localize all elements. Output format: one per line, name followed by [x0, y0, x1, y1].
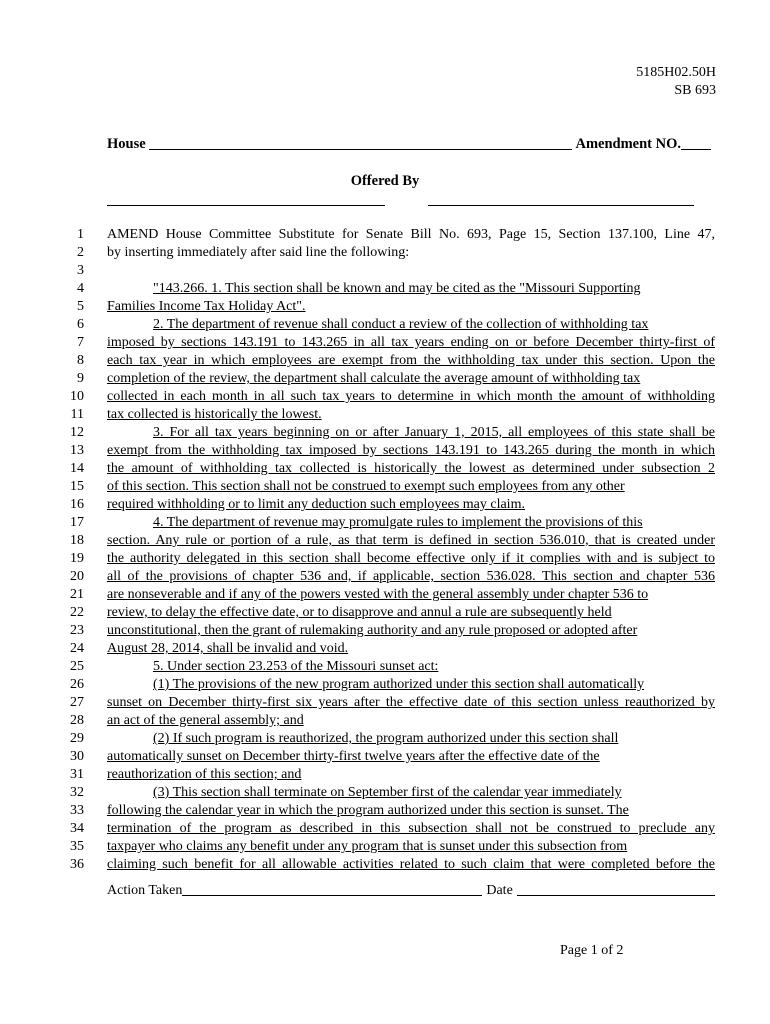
line-text: [107, 460, 715, 478]
document-line: [0, 226, 770, 244]
document-line: [0, 496, 770, 514]
document-line: [0, 586, 770, 604]
document-line: [0, 406, 770, 424]
line-text: [107, 226, 715, 244]
line-number: 14: [70, 461, 84, 476]
action-taken-blank: [182, 894, 482, 896]
line-number: 28: [70, 713, 84, 728]
date-blank: [517, 894, 715, 896]
offered-by-label: Offered By: [350, 173, 420, 189]
amendment-body: [0, 226, 770, 874]
house-amendment-row: [107, 136, 711, 153]
line-text: [107, 802, 715, 820]
line-text-content: required withholding or to limit any deduction such employees may claim.: [107, 497, 525, 512]
document-line: [0, 280, 770, 298]
line-text-content: the authority delegated in this section shall become effective only if it complies with and is subject to: [107, 551, 715, 566]
line-text: [107, 496, 715, 514]
page-number: Page 1 of 2: [560, 943, 624, 958]
line-number: 24: [70, 641, 84, 656]
line-text: [107, 334, 715, 352]
line-number: 10: [70, 389, 84, 404]
line-text-content: following the calendar year in which the program authorized under this section is sunset. The: [107, 803, 629, 818]
line-text-content: tax collected is historically the lowest.: [107, 407, 322, 422]
document-line: [0, 568, 770, 586]
document-line: [0, 298, 770, 316]
document-line: [0, 424, 770, 442]
document-line: [0, 370, 770, 388]
document-line: [0, 712, 770, 730]
line-number: 1: [77, 227, 84, 242]
line-text: [107, 586, 715, 604]
document-line: [0, 622, 770, 640]
line-text-content: sunset on December thirty-first six years after the effective date of this section unless reauthorized by: [107, 695, 715, 710]
line-number: 34: [70, 821, 84, 836]
line-number: 6: [77, 317, 84, 332]
line-text: [107, 730, 715, 748]
document-line: [0, 820, 770, 838]
document-line: [0, 514, 770, 532]
line-number: 13: [70, 443, 84, 458]
line-number: 31: [70, 767, 84, 782]
line-text-content: (3) This section shall terminate on September first of the calendar year immediately: [153, 785, 622, 800]
line-text-content: Families Income Tax Holiday Act".: [107, 299, 306, 314]
line-number: 21: [70, 587, 84, 602]
line-text-content: termination of the program as described in this subsection shall not be construed to preclude any: [107, 821, 715, 836]
line-text-content: 3. For all tax years beginning on or after January 1, 2015, all employees of this state shall be: [153, 425, 715, 440]
line-number: 18: [70, 533, 84, 548]
line-number: 25: [70, 659, 84, 674]
line-text: [107, 838, 715, 856]
line-text: [107, 532, 715, 550]
line-number: 15: [70, 479, 84, 494]
line-text-content: unconstitutional, then the grant of rulemaking authority and any rule proposed or adopted after: [107, 623, 638, 638]
line-number: 29: [70, 731, 84, 746]
line-number: 17: [70, 515, 84, 530]
bill-code: 5185H02.50H: [636, 65, 716, 80]
document-line: [0, 262, 770, 280]
line-text: [107, 622, 715, 640]
line-text-content: an act of the general assembly; and: [107, 713, 304, 728]
line-text: [107, 370, 715, 388]
line-text: [107, 766, 715, 784]
signature-line-right: [428, 205, 694, 206]
document-line: [0, 658, 770, 676]
line-text-content: section. Any rule or portion of a rule, as that term is defined in section 536.010, that is created under: [107, 533, 715, 548]
document-line: [0, 352, 770, 370]
document-line: [0, 604, 770, 622]
document-line: [0, 550, 770, 568]
bill-identifier: [636, 64, 716, 100]
house-blank-line: [149, 148, 573, 150]
document-line: [0, 478, 770, 496]
line-text: [107, 784, 715, 802]
action-taken-label: Action Taken: [107, 883, 183, 898]
line-text: [107, 712, 715, 730]
line-text: [107, 568, 715, 586]
document-line: [0, 694, 770, 712]
line-text-content: each tax year in which employees are exempt from the withholding tax under this section. Upon the: [107, 353, 715, 368]
document-line: [0, 640, 770, 658]
line-text: [107, 856, 715, 874]
line-text-content: are nonseverable and if any of the powers vested with the general assembly under chapter 536 to: [107, 587, 649, 602]
line-text: [107, 604, 715, 622]
line-text: [107, 406, 715, 424]
line-text-content: of this section. This section shall not be construed to exempt such employees from any other: [107, 479, 625, 494]
signature-line-left: [107, 205, 385, 206]
document-line: [0, 334, 770, 352]
line-number: 36: [70, 857, 84, 872]
line-text-content: exempt from the withholding tax imposed by sections 143.191 to 143.265 during the month in which: [107, 443, 715, 458]
document-line: [0, 532, 770, 550]
line-text: [107, 424, 715, 442]
document-line: [0, 838, 770, 856]
line-text-content: completion of the review, the department shall calculate the average amount of withholding tax: [107, 371, 641, 386]
document-line: [0, 748, 770, 766]
line-number: 26: [70, 677, 84, 692]
line-text: [107, 514, 715, 532]
line-text-content: AMEND House Committee Substitute for Senate Bill No. 693, Page 15, Section 137.100, Line 47,: [107, 227, 715, 242]
line-text-content: 2. The department of revenue shall conduct a review of the collection of withholding tax: [153, 317, 649, 332]
line-text-content: 5. Under section 23.253 of the Missouri sunset act:: [153, 659, 439, 674]
line-text-content: collected in each month in all such tax years to determine in which month the amount of withholding: [107, 389, 715, 404]
document-line: [0, 676, 770, 694]
line-text: [107, 244, 715, 262]
bill-number: SB 693: [674, 83, 716, 98]
line-number: 12: [70, 425, 84, 440]
line-text-content: review, to delay the effective date, or to disapprove and annul a rule are subsequently held: [107, 605, 612, 620]
line-number: 33: [70, 803, 84, 818]
amendment-label: Amendment NO.: [575, 136, 681, 152]
line-text-content: (2) If such program is reauthorized, the program authorized under this section shall: [153, 731, 619, 746]
line-number: 7: [77, 335, 84, 350]
line-text-content: automatically sunset on December thirty-first twelve years after the effective date of the: [107, 749, 600, 764]
line-text: [107, 352, 715, 370]
line-number: 3: [77, 263, 84, 278]
line-text-content: imposed by sections 143.191 to 143.265 in all tax years ending on or before December thirty-first of: [107, 335, 715, 350]
line-text-content: the amount of withholding tax collected is historically the lowest as determined under subsection 2: [107, 461, 715, 476]
document-line: [0, 802, 770, 820]
line-text: [107, 640, 715, 658]
line-text-content: taxpayer who claims any benefit under any program that is sunset under this subsection from: [107, 839, 628, 854]
house-label: House: [107, 136, 146, 152]
line-text: [107, 298, 715, 316]
line-text: [107, 676, 715, 694]
line-text: [107, 550, 715, 568]
line-text: [107, 658, 715, 676]
date-label: Date: [486, 883, 513, 898]
document-line: [0, 388, 770, 406]
line-text-content: August 28, 2014, shall be invalid and void.: [107, 641, 349, 656]
document-line: [0, 784, 770, 802]
line-number: 11: [70, 407, 84, 422]
line-text: [107, 280, 715, 298]
line-number: 19: [70, 551, 84, 566]
line-number: 16: [70, 497, 84, 512]
document-line: [0, 766, 770, 784]
line-number: 8: [77, 353, 84, 368]
line-number: 2: [77, 245, 84, 260]
line-text: [107, 748, 715, 766]
line-text: [107, 316, 715, 334]
line-text: [107, 478, 715, 496]
document-line: [0, 460, 770, 478]
line-number: 4: [77, 281, 84, 296]
line-number: 20: [70, 569, 84, 584]
line-text: [107, 820, 715, 838]
line-number: 35: [70, 839, 84, 854]
line-number: 9: [77, 371, 84, 386]
amendment-number-blank: [681, 148, 711, 150]
line-number: 22: [70, 605, 84, 620]
line-text-content: 4. The department of revenue may promulgate rules to implement the provisions of this: [153, 515, 643, 530]
document-line: [0, 856, 770, 874]
line-text-content: reauthorization of this section; and: [107, 767, 302, 782]
line-text-content: claiming such benefit for all allowable activities related to such claim that were completed before the: [107, 857, 715, 872]
document-line: [0, 442, 770, 460]
action-taken-row: [107, 883, 715, 899]
document-line: [0, 316, 770, 334]
line-number: 5: [77, 299, 84, 314]
line-text-content: all of the provisions of chapter 536 and, if applicable, section 536.028. This section and chapter 536: [107, 569, 715, 584]
line-number: 27: [70, 695, 84, 710]
line-text: [107, 694, 715, 712]
line-text-content: "143.266. 1. This section shall be known and may be cited as the "Missouri Supporting: [153, 281, 641, 296]
line-text: [107, 388, 715, 406]
document-line: [0, 244, 770, 262]
line-text-content: by inserting immediately after said line the following:: [107, 245, 410, 260]
line-number: 23: [70, 623, 84, 638]
line-text: [107, 442, 715, 460]
document-line: [0, 730, 770, 748]
line-number: 32: [70, 785, 84, 800]
line-number: 30: [70, 749, 84, 764]
line-text-content: (1) The provisions of the new program authorized under this section shall automatically: [153, 677, 645, 692]
